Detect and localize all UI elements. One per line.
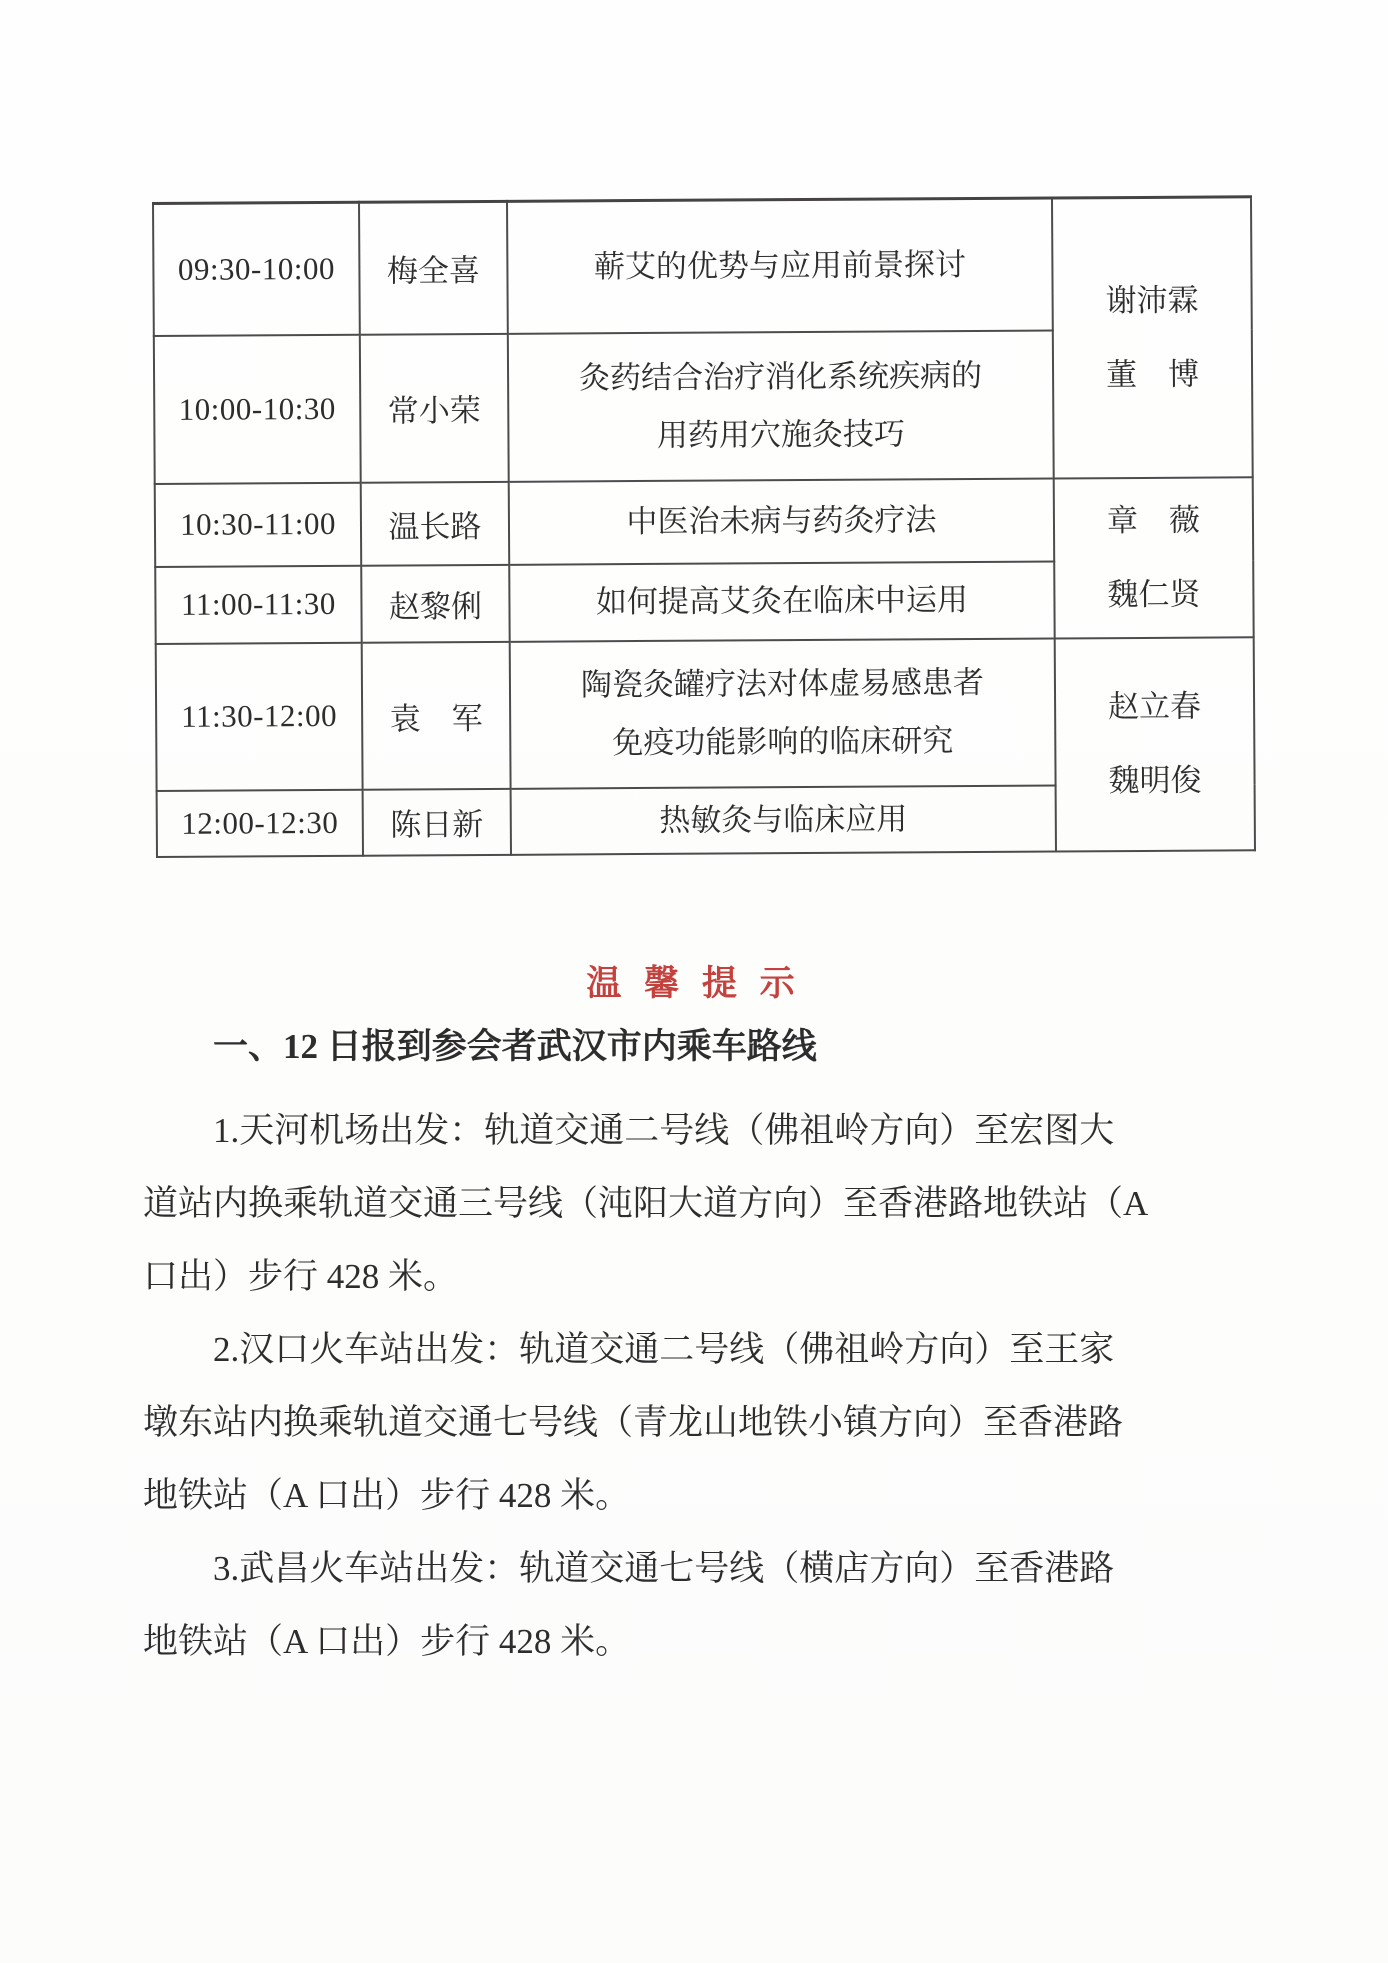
topic-cell xyxy=(510,638,1056,788)
speaker-cell: 梅全喜 xyxy=(359,201,508,334)
table-row xyxy=(156,637,1255,791)
time-cell: 09:30-10:00 xyxy=(153,202,360,335)
table-row xyxy=(153,197,1252,336)
route-paragraph xyxy=(143,1532,1267,1678)
notice-body xyxy=(143,1022,1267,1678)
moderator-cell xyxy=(1055,637,1255,851)
paragraph-line: 地铁站（A 口出）步行 428 米。 xyxy=(143,1476,631,1515)
route-paragraph xyxy=(143,1094,1267,1313)
moderator-name: 赵立春 xyxy=(1107,688,1202,725)
topic-line: 中医治未病与药灸疗法 xyxy=(626,502,937,540)
paragraph-line: 地铁站（A 口出）步行 428 米。 xyxy=(143,1622,631,1661)
notice-title: 温 馨 提 示 xyxy=(586,964,802,1003)
route-paragraph xyxy=(143,1313,1267,1532)
paragraph-line: 2.汉口火车站出发：轨道交通二号线（佛祖岭方向）至王家 xyxy=(213,1330,1115,1369)
topic-line: 用药用穴施灸技巧 xyxy=(656,415,906,453)
topic-cell xyxy=(508,330,1054,481)
moderator-name: 魏仁贤 xyxy=(1107,576,1201,612)
speaker-cell: 赵黎俐 xyxy=(361,564,509,642)
topic-cell xyxy=(509,478,1054,564)
topic-line: 免疫功能影响的临床研究 xyxy=(612,723,954,761)
topic-line: 灸药结合治疗消化系统疾病的 xyxy=(578,357,983,395)
topic-line: 热敏灸与临床应用 xyxy=(659,800,908,838)
paragraph-line: 口出）步行 428 米。 xyxy=(143,1257,459,1296)
topic-line: 陶瓷灸罐疗法对体虚易感患者 xyxy=(580,664,985,703)
moderator-name: 章 薇 xyxy=(1106,502,1201,538)
speaker-cell: 温长路 xyxy=(361,481,510,565)
moderator-name: 谢沛霖 xyxy=(1105,282,1199,318)
topic-cell xyxy=(507,198,1053,333)
time-cell: 10:30-11:00 xyxy=(155,482,362,566)
paragraph-line: 1.天河机场出发：轨道交通二号线（佛祖岭方向）至宏图大 xyxy=(213,1111,1115,1150)
time-cell: 12:00-12:30 xyxy=(157,789,363,856)
table-row xyxy=(155,477,1253,567)
moderator-name: 董 博 xyxy=(1105,356,1200,392)
topic-line: 如何提高艾灸在临床中运用 xyxy=(595,582,969,620)
topic-line: 蕲艾的优势与应用前景探讨 xyxy=(593,246,967,285)
schedule-table xyxy=(152,195,1256,857)
speaker-cell: 袁 军 xyxy=(362,641,511,789)
paragraph-line: 道站内换乘轨道交通三号线（沌阳大道方向）至香港路地铁站（A xyxy=(143,1184,1149,1223)
topic-cell xyxy=(511,785,1056,854)
paragraph-line: 墩东站内换乘轨道交通七号线（青龙山地铁小镇方向）至香港路 xyxy=(143,1403,1124,1442)
moderator-cell xyxy=(1052,197,1253,478)
section-heading: 一、12 日报到参会者武汉市内乘车路线 xyxy=(213,1027,817,1066)
time-cell: 10:00-10:30 xyxy=(154,334,361,483)
speaker-cell: 常小荣 xyxy=(360,333,509,482)
topic-cell xyxy=(509,561,1054,641)
moderator-name: 魏明俊 xyxy=(1108,762,1202,799)
speaker-cell: 陈日新 xyxy=(363,788,511,855)
time-cell: 11:00-11:30 xyxy=(155,565,361,643)
time-cell: 11:30-12:00 xyxy=(156,642,363,790)
moderator-cell xyxy=(1054,477,1254,638)
paragraph-line: 3.武昌火车站出发：轨道交通七号线（横店方向）至香港路 xyxy=(213,1549,1115,1588)
